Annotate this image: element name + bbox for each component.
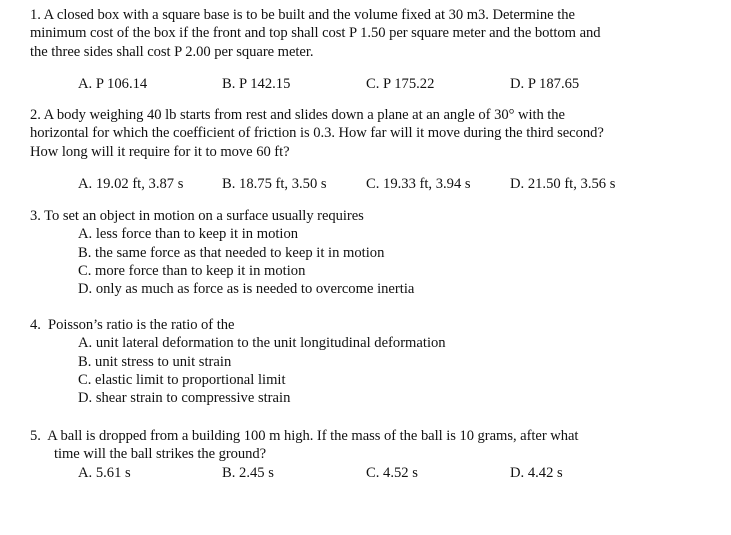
question-5-choice-c: C. 4.52 s xyxy=(366,465,418,481)
question-2-line-2: horizontal for which the coefficient of friction is 0.3. How far will it move during the third second? xyxy=(30,125,604,142)
question-3 xyxy=(30,207,710,298)
question-3-choice-d: D. only as much as force as is needed to overcome inertia xyxy=(78,281,415,298)
question-1-choice-c: C. P 175.22 xyxy=(366,76,435,92)
question-2-line-3: How long will it require for it to move 60 ft? xyxy=(30,143,290,160)
question-5-choice-b: B. 2.45 s xyxy=(222,465,274,481)
question-5 xyxy=(30,427,710,464)
question-2-choice-a: A. 19.02 ft, 3.87 s xyxy=(78,176,184,192)
question-1-choice-b: B. P 142.15 xyxy=(222,76,291,92)
question-4-choice-b: B. unit stress to unit strain xyxy=(78,353,232,370)
question-4-stem: 4. Poisson’s ratio is the ratio of the xyxy=(30,317,235,333)
question-1-choices xyxy=(0,75,700,93)
question-2-choice-c: C. 19.33 ft, 3.94 s xyxy=(366,176,471,192)
question-3-stem: 3. To set an object in motion on a surface usually requires xyxy=(30,208,364,224)
question-4-choices xyxy=(78,334,446,407)
question-5-line-2: time will the ball strikes the ground? xyxy=(54,446,267,463)
question-2-choice-b: B. 18.75 ft, 3.50 s xyxy=(222,176,327,192)
question-1-line-2: minimum cost of the box if the front and top shall cost P 1.50 per square meter and the bottom and xyxy=(30,25,601,42)
question-3-choice-c: C. more force than to keep it in motion xyxy=(78,262,306,279)
question-2-choice-d: D. 21.50 ft, 3.56 s xyxy=(510,176,616,192)
question-1-line-1: 1. A closed box with a square base is to be built and the volume fixed at 30 m3. Determine the xyxy=(30,7,575,23)
question-2 xyxy=(30,106,710,161)
question-4-choice-a: A. unit lateral deformation to the unit longitudinal deformation xyxy=(78,335,446,352)
question-1-choice-d: D. P 187.65 xyxy=(510,76,580,92)
question-1-line-3: the three sides shall cost P 2.00 per square meter. xyxy=(30,43,314,60)
question-5-choice-d: D. 4.42 s xyxy=(510,465,563,481)
question-3-choice-a: A. less force than to keep it in motion xyxy=(78,226,299,243)
question-2-line-1: 2. A body weighing 40 lb starts from rest and slides down a plane at an angle of 30° with the xyxy=(30,107,565,123)
question-5-choice-a: A. 5.61 s xyxy=(78,465,131,481)
question-3-choices xyxy=(78,225,414,298)
question-5-line-1: 5. A ball is dropped from a building 100 m high. If the mass of the ball is 10 grams, after what xyxy=(30,428,579,444)
question-4-choice-c: C. elastic limit to proportional limit xyxy=(78,371,286,388)
question-1-choice-a: A. P 106.14 xyxy=(78,76,148,92)
question-1 xyxy=(30,6,710,61)
question-5-choices xyxy=(0,464,700,482)
question-3-choice-b: B. the same force as that needed to keep it in motion xyxy=(78,244,385,261)
question-4 xyxy=(30,316,710,407)
question-2-choices xyxy=(0,175,700,193)
question-4-choice-d: D. shear strain to compressive strain xyxy=(78,390,291,407)
